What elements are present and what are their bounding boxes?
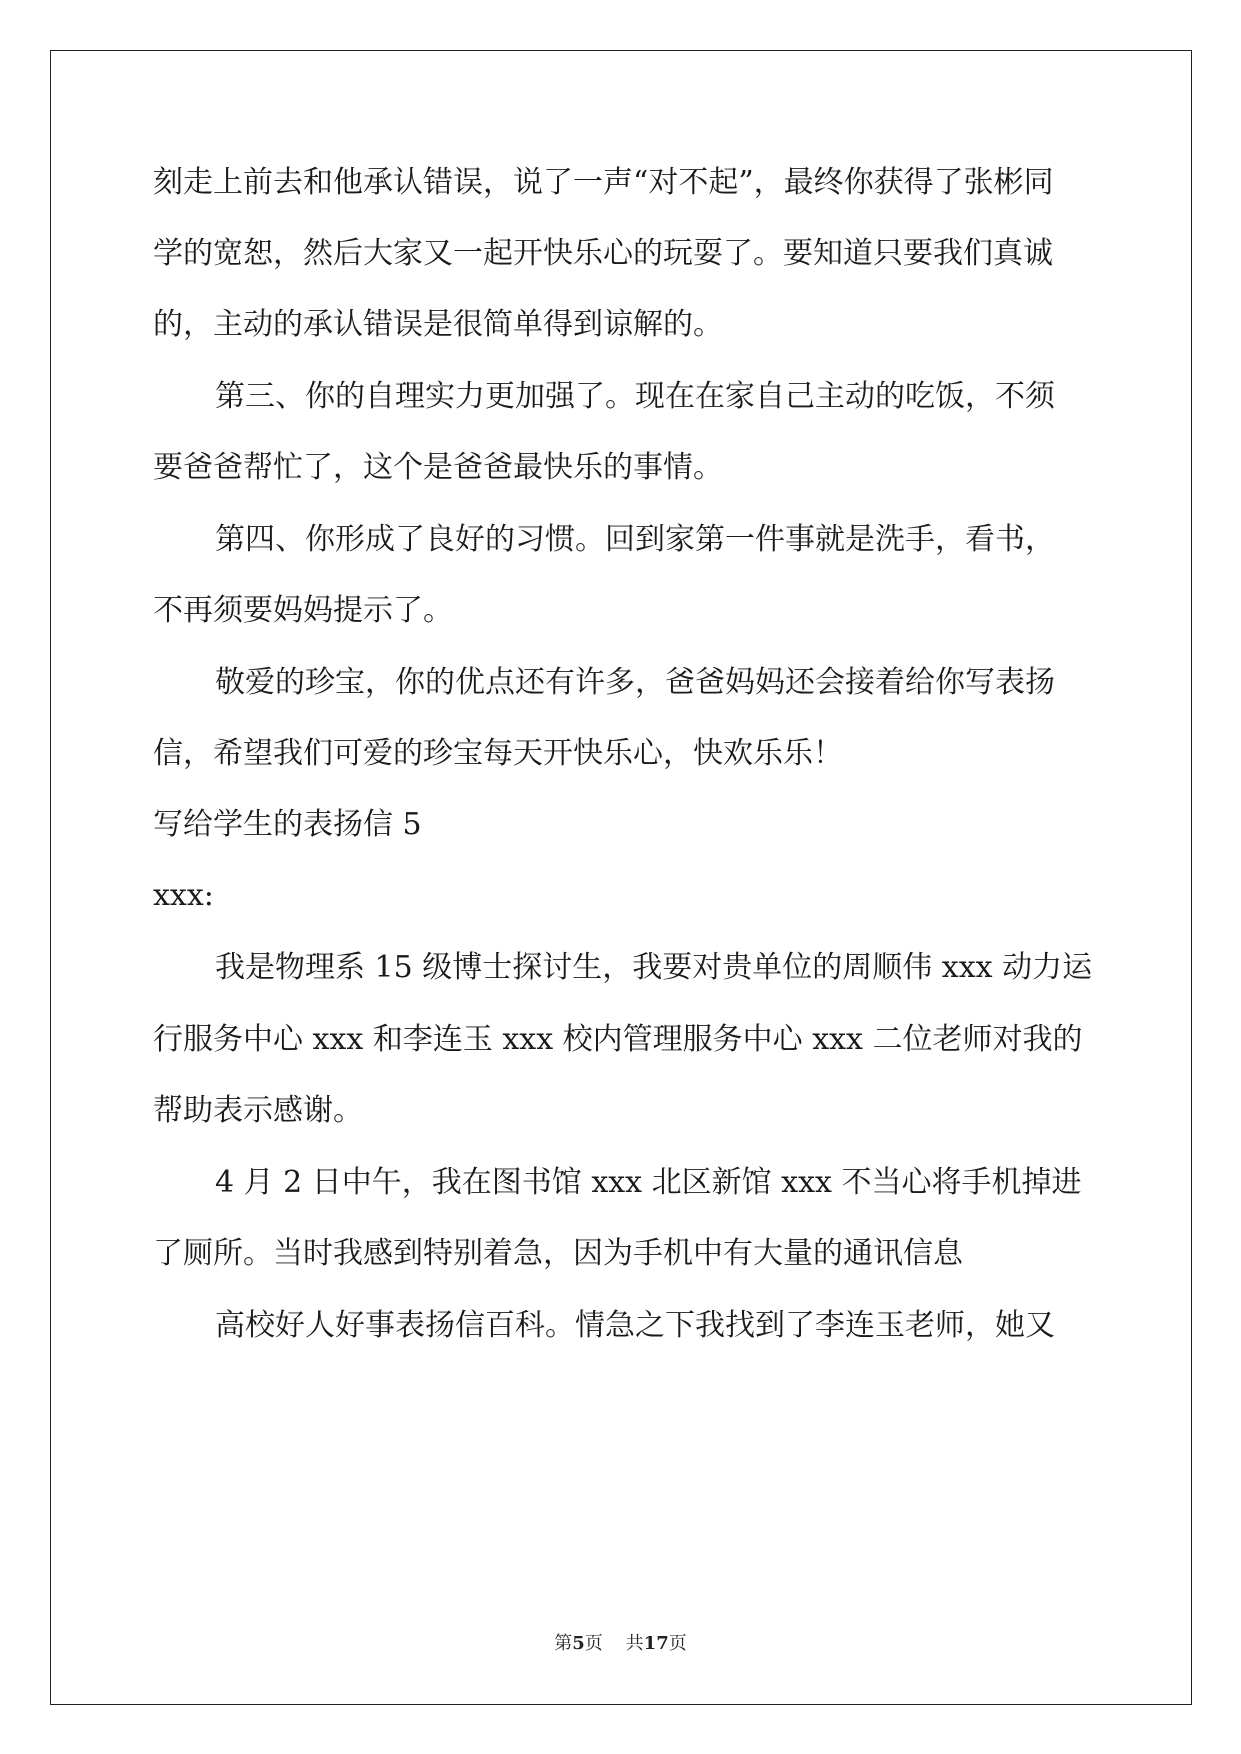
text-line: 行服务中心 xxx 和李连玉 xxx 校内管理服务中心 xxx 二位老师对我的	[153, 1022, 1083, 1057]
paragraph-start-line: 第四、你形成了良好的习惯。回到家第一件事就是洗手，看书，	[215, 522, 1055, 557]
page-number: 5	[572, 1633, 585, 1654]
paragraph-start-line: 4 月 2 日中午，我在图书馆 xxx 北区新馆 xxx 不当心将手机掉进	[215, 1165, 1082, 1200]
text-line: 要爸爸帮忙了，这个是爸爸最快乐的事情。	[153, 450, 723, 485]
text-line: 帮助表示感谢。	[153, 1093, 363, 1128]
paragraph-start-line: 高校好人好事表扬信百科。情急之下我找到了李连玉老师，她又	[215, 1308, 1055, 1343]
section-heading: 写给学生的表扬信 5	[153, 807, 422, 842]
total-suffix: 页	[668, 1633, 687, 1654]
paragraph-start-line: 我是物理系 15 级博士探讨生，我要对贵单位的周顺伟 xxx 动力运	[215, 950, 1093, 985]
page-suffix: 页	[584, 1633, 603, 1654]
text-line: 学的宽恕，然后大家又一起开快乐心的玩耍了。要知道只要我们真诚	[153, 236, 1053, 271]
text-line: 了厕所。当时我感到特别着急，因为手机中有大量的通讯信息	[153, 1236, 963, 1271]
text-line: 刻走上前去和他承认错误，说了一声“对不起”，最终你获得了张彬同	[153, 165, 1054, 200]
total-pages: 17	[643, 1633, 669, 1654]
salutation: xxx:	[153, 878, 214, 913]
text-line: 不再须要妈妈提示了。	[153, 593, 453, 628]
page-prefix: 第	[554, 1633, 573, 1654]
paragraph-start-line: 敬爱的珍宝，你的优点还有许多，爸爸妈妈还会接着给你写表扬	[215, 665, 1055, 700]
total-prefix: 共	[625, 1633, 644, 1654]
page-footer	[0, 1632, 1241, 1656]
page-border	[50, 50, 1192, 1705]
text-line: 信，希望我们可爱的珍宝每天开快乐心，快欢乐乐！	[153, 736, 843, 771]
paragraph-start-line: 第三、你的自理实力更加强了。现在在家自己主动的吃饭，不须	[215, 379, 1055, 414]
text-line: 的，主动的承认错误是很简单得到谅解的。	[153, 307, 723, 342]
